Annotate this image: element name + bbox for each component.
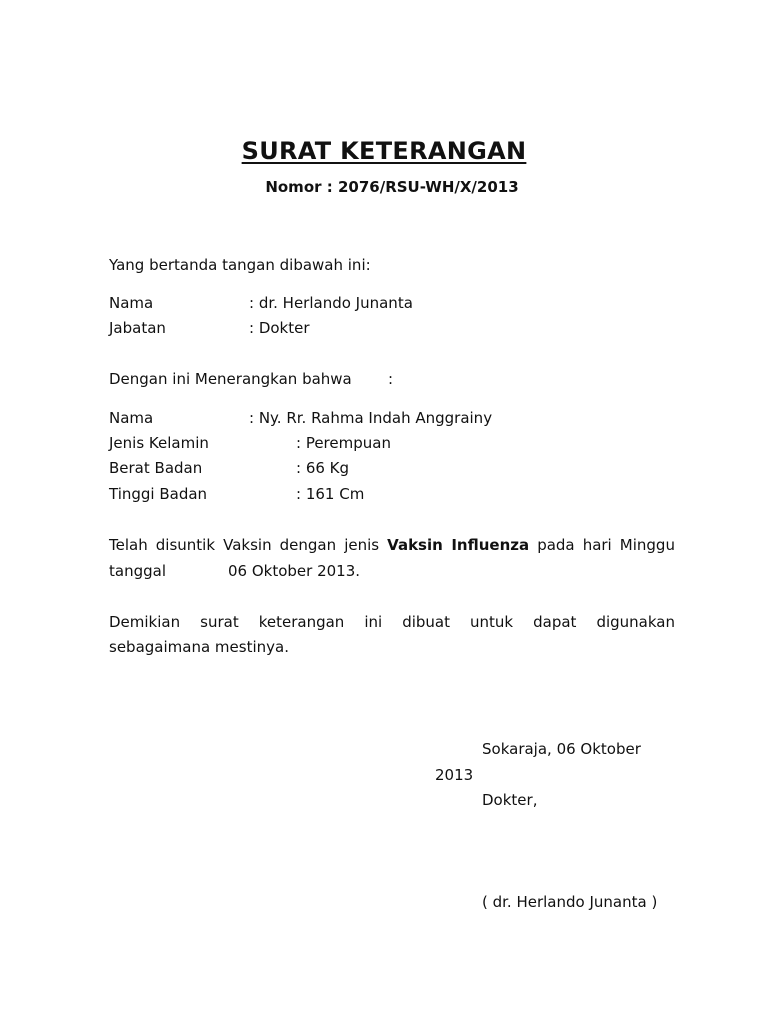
- vaccine-suffix: pada hari Minggu: [537, 536, 675, 554]
- signer-name-label: Nama: [109, 294, 154, 312]
- patient-height-label: Tinggi Badan: [109, 485, 208, 503]
- closing-line-1: Demikian surat keterangan ini dibuat untuk dapat digunakan: [109, 613, 675, 631]
- signature-place-date: Sokaraja, 06 Oktober: [482, 740, 641, 758]
- patient-gender-value: : Perempuan: [296, 434, 391, 452]
- patient-height-value: : 161 Cm: [296, 485, 365, 503]
- patient-weight-value: : 66 Kg: [296, 459, 350, 477]
- patient-name-label: Nama: [109, 409, 154, 427]
- document-number: Nomor : 2076/RSU-WH/X/2013: [265, 178, 519, 196]
- vaccine-date-label: tanggal: [109, 562, 166, 580]
- signer-name-value: : dr. Herlando Junanta: [249, 294, 413, 312]
- vaccine-name: Vaksin Influenza: [387, 536, 530, 554]
- signature-role: Dokter,: [482, 791, 538, 809]
- intro-text: Yang bertanda tangan dibawah ini:: [109, 256, 371, 274]
- closing-line-2: sebagaimana mestinya.: [109, 638, 289, 656]
- patient-weight-label: Berat Badan: [109, 459, 203, 477]
- vaccine-prefix: Telah disuntik Vaksin dengan jenis: [109, 536, 380, 554]
- vaccine-date-value: 06 Oktober 2013.: [228, 562, 361, 580]
- signer-position-label: Jabatan: [109, 319, 166, 337]
- signature-year: 2013: [435, 766, 474, 784]
- vaccine-statement: [109, 538, 675, 553]
- document-title: SURAT KETERANGAN: [241, 137, 527, 165]
- patient-name-value: : Ny. Rr. Rahma Indah Anggrainy: [249, 409, 493, 427]
- signature-name: ( dr. Herlando Junanta ): [482, 893, 658, 911]
- statement-colon: :: [388, 370, 394, 388]
- statement-intro: Dengan ini Menerangkan bahwa: [109, 370, 352, 388]
- signer-position-value: : Dokter: [249, 319, 310, 337]
- patient-gender-label: Jenis Kelamin: [109, 434, 209, 452]
